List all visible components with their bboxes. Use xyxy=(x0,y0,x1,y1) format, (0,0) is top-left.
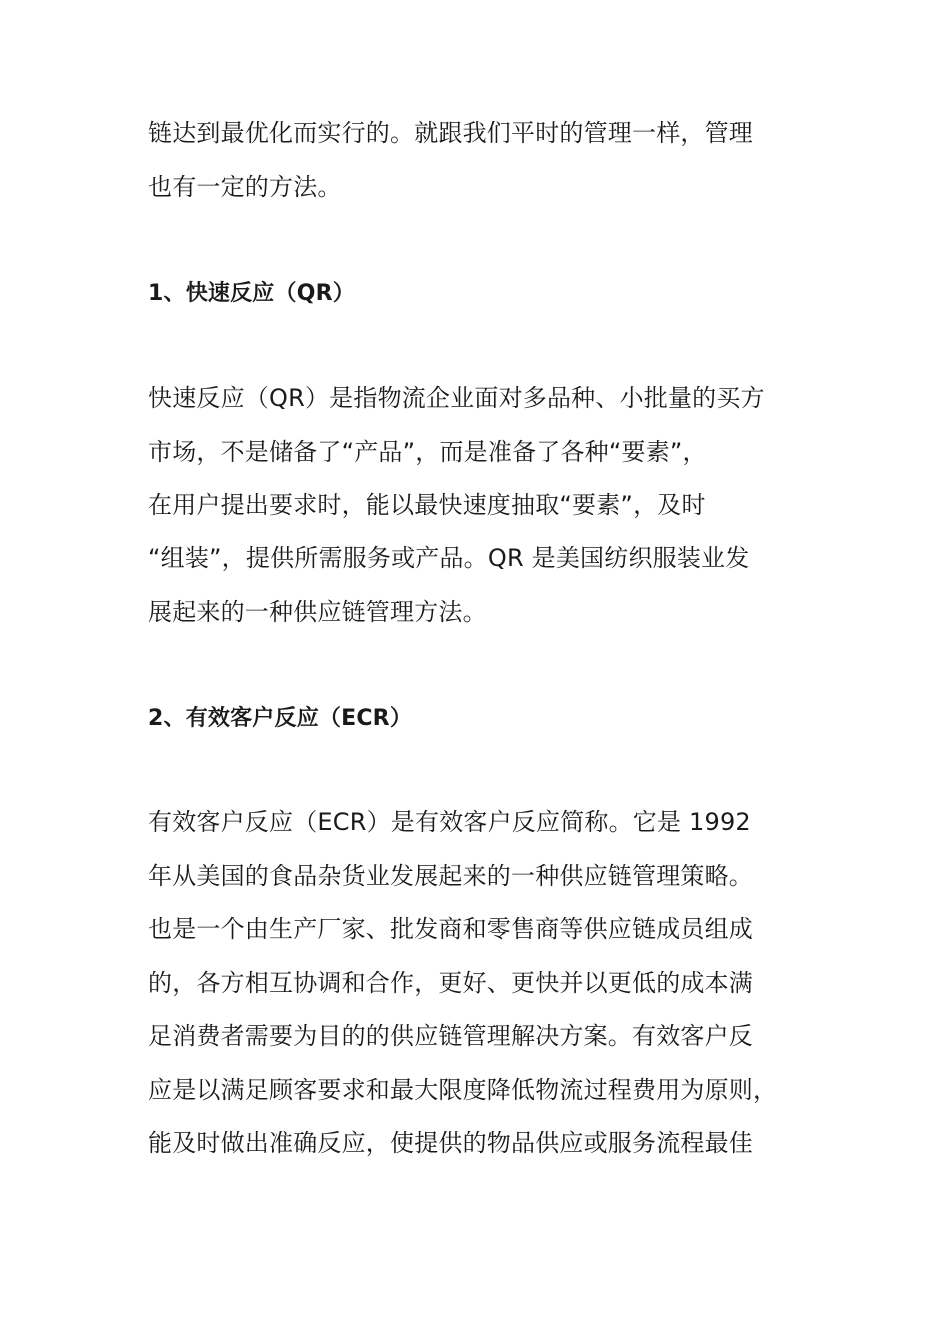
intro-line-1: 链达到最优化而实行的。就跟我们平时的管理一样，管理 xyxy=(148,119,753,147)
section-1-line-1: 快速反应（QR）是指物流企业面对多品种、小批量的买方 xyxy=(148,384,765,412)
intro-line-2: 也有一定的方法。 xyxy=(148,173,342,201)
section-1-line-4: “组装”，提供所需服务或产品。QR 是美国纺织服装业发 xyxy=(148,544,750,572)
section-2-line-2: 年从美国的食品杂货业发展起来的一种供应链管理策略。 xyxy=(148,862,753,890)
section-2-line-5: 足消费者需要为目的的供应链管理解决方案。有效客户反 xyxy=(148,1022,753,1050)
section-2-line-3: 也是一个由生产厂家、批发商和零售商等供应链成员组成 xyxy=(148,915,753,943)
section-2-heading: 2、有效客户反应（ECR） xyxy=(148,706,413,731)
section-1-line-5: 展起来的一种供应链管理方法。 xyxy=(148,598,487,626)
section-2-line-1: 有效客户反应（ECR）是有效客户反应简称。它是 1992 xyxy=(148,808,751,836)
section-2-line-6: 应是以满足顾客要求和最大限度降低物流过程费用为原则， xyxy=(148,1076,778,1104)
section-2-line-4: 的，各方相互协调和合作，更好、更快并以更低的成本满 xyxy=(148,969,753,997)
section-1-heading: 1、快速反应（QR） xyxy=(148,281,355,306)
section-1-line-3: 在用户提出要求时，能以最快速度抽取“要素”，及时 xyxy=(148,491,706,519)
section-2-line-7: 能及时做出准确反应，使提供的物品供应或服务流程最佳 xyxy=(148,1129,753,1157)
section-1-line-2: 市场，不是储备了“产品”，而是准备了各种“要素”， xyxy=(148,438,707,466)
